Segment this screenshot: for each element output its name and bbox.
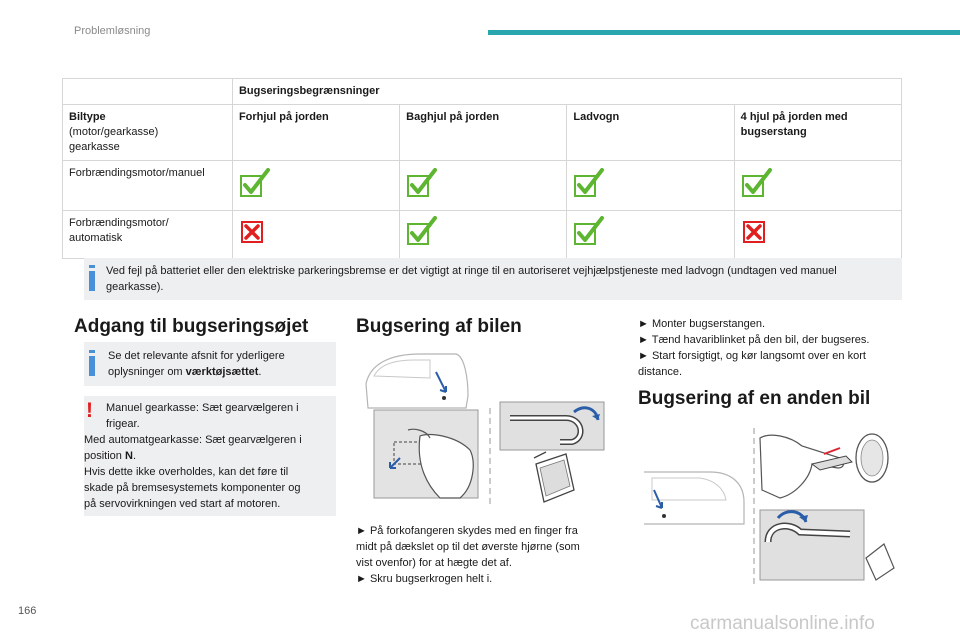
- sec2-line1: ► På forkofangeren skydes med en finger fra: [356, 525, 578, 537]
- warn-line4-b: N: [124, 450, 133, 462]
- check-icon: [741, 168, 773, 200]
- row-label-automatic-a: Forbrændingsmotor/: [69, 217, 169, 229]
- sec2-line3: vist ovenfor) for at hægte det af.: [356, 557, 512, 569]
- towing-eye-cover-illustration: [360, 346, 610, 506]
- sec2-line2: midt på dækslet op til det øverste hjørne (som: [356, 541, 580, 553]
- table-cell: [567, 161, 734, 211]
- towing-limits-table: [62, 78, 902, 259]
- warn-line3: Med automatgearkasse: Sæt gearvælgeren i: [84, 434, 302, 446]
- warn-line4-c: .: [132, 450, 136, 462]
- table-cell: [232, 211, 399, 259]
- vehicle-type-sub2: gearkasse: [69, 141, 120, 153]
- table-row: [63, 161, 902, 211]
- section-title-towing-other: Bugsering af en anden bil: [638, 388, 871, 409]
- check-icon: [406, 168, 438, 200]
- check-icon: [406, 216, 438, 248]
- table-header-front-wheels: Forhjul på jorden: [232, 105, 399, 161]
- warn-line1: Manuel gearkasse: Sæt gearvælgeren i: [106, 402, 299, 414]
- table-header-vehicle-type: [63, 105, 233, 161]
- cross-icon: [741, 216, 773, 248]
- info-icon: [88, 350, 96, 376]
- cross-icon: [239, 216, 271, 248]
- table-cell: [734, 211, 901, 259]
- towing-other-car-illustration: [640, 418, 902, 594]
- warn-line6: skade på bremsesystemets komponenter og: [84, 482, 301, 494]
- sec3-line2: ► Tænd havariblinket på den bil, der bugseres.: [638, 334, 870, 346]
- table-cell: [734, 161, 901, 211]
- section-title-towing-car: Bugsering af bilen: [356, 316, 522, 337]
- warn-line4: [84, 448, 136, 464]
- toolkit-info-line2: [108, 364, 261, 380]
- table-corner-cell: [63, 79, 233, 105]
- table-header-rear-wheels: Baghjul på jorden: [400, 105, 567, 161]
- toolkit-info-bold: værktøjsættet: [185, 366, 259, 378]
- warning-icon: !: [86, 399, 93, 422]
- section-title-access: Adgang til bugseringsøjet: [74, 316, 309, 337]
- warn-line2: frigear.: [106, 418, 140, 430]
- check-icon: [573, 216, 605, 248]
- row-label-automatic: [63, 211, 233, 259]
- table-group-header: Bugseringsbegrænsninger: [232, 79, 901, 105]
- table-cell: [400, 211, 567, 259]
- vehicle-type-sub1: (motor/gearkasse): [69, 126, 159, 138]
- toolkit-info-line1: Se det relevante afsnit for yderligere: [108, 350, 285, 362]
- table-cell: [232, 161, 399, 211]
- vehicle-type-title: Biltype: [69, 111, 106, 123]
- sec3-line4: distance.: [638, 366, 683, 378]
- row-label-automatic-b: automatisk: [69, 232, 123, 244]
- warn-line7: på servovirkningen ved start af motoren.: [84, 498, 281, 510]
- check-icon: [239, 168, 271, 200]
- info-icon: [88, 265, 96, 291]
- warning-box: [84, 396, 336, 516]
- section-header: Problemløsning: [74, 25, 151, 37]
- table-header-four-wheels: 4 hjul på jorden med bugserstang: [734, 105, 901, 161]
- toolkit-info-prefix: oplysninger om: [108, 366, 183, 378]
- toolkit-info-box: [84, 342, 336, 386]
- battery-info-box: [84, 258, 902, 300]
- check-icon: [573, 168, 605, 200]
- warn-line4-a: position: [84, 450, 122, 462]
- sec3-line1: ► Monter bugserstangen.: [638, 318, 766, 330]
- battery-info-text: Ved fejl på batteriet eller den elektriske parkeringsbremse er det vigtigt at ringe til en autoriseret vejhjælpstjeneste med ladvogn (undtagen ved manuel gearkasse).: [106, 265, 837, 293]
- table-header-flatbed: Ladvogn: [567, 105, 734, 161]
- warn-line5: Hvis dette ikke overholdes, kan det føre til: [84, 466, 289, 478]
- table-row: [63, 211, 902, 259]
- table-cell: [567, 211, 734, 259]
- sec3-line3: ► Start forsigtigt, og kør langsomt over en kort: [638, 350, 866, 362]
- row-label-manual: Forbrændingsmotor/manuel: [63, 161, 233, 211]
- sec2-line4: ► Skru bugserkrogen helt i.: [356, 573, 493, 585]
- watermark: carmanualsonline.info: [690, 613, 875, 634]
- table-cell: [400, 161, 567, 211]
- header-accent-bar: [488, 30, 960, 35]
- toolkit-info-end: .: [258, 366, 262, 378]
- page-number: 166: [18, 605, 37, 617]
